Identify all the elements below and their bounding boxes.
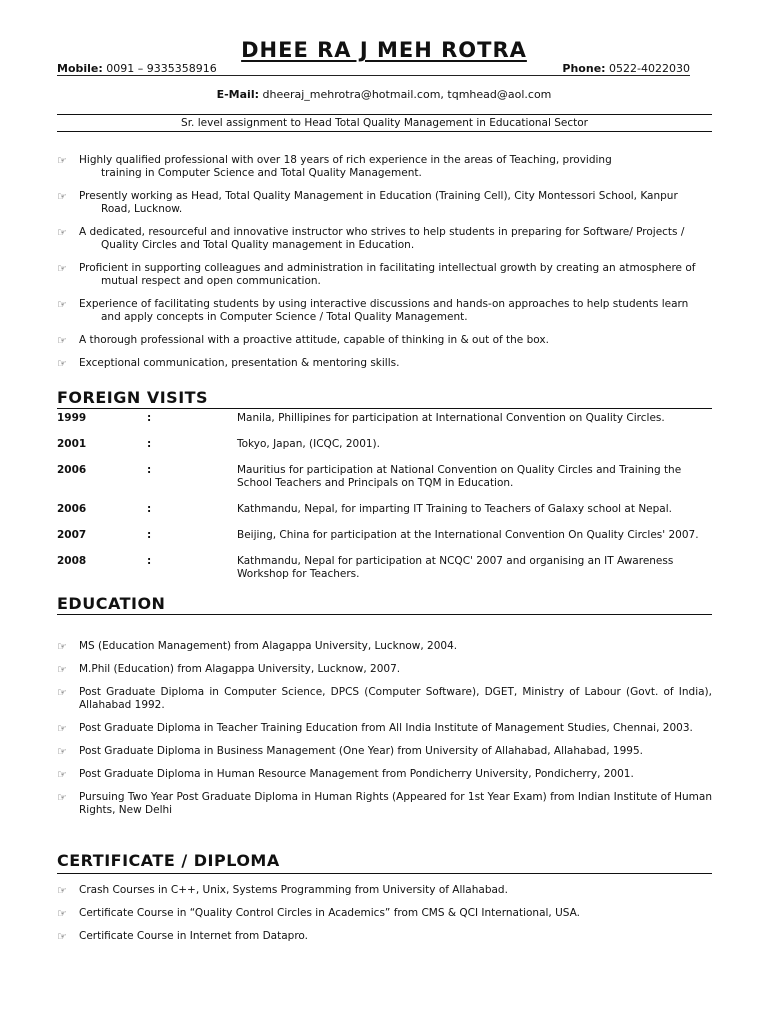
education-item bbox=[57, 686, 712, 712]
visit-year: 1999 bbox=[57, 412, 87, 424]
visit-desc: Kathmandu, Nepal, for imparting IT Training to Teachers of Galaxy school at Nepal. bbox=[237, 503, 672, 515]
foreign-visits-title: FOREIGN VISITS bbox=[57, 388, 209, 407]
certificate-item-text: Crash Courses in C++, Unix, Systems Programming from University of Allahabad. bbox=[79, 884, 508, 896]
phone-value: 0522-4022030 bbox=[609, 62, 690, 75]
visit-row bbox=[57, 555, 717, 581]
pointing-hand-icon: ☞ bbox=[57, 298, 67, 311]
pointing-hand-icon: ☞ bbox=[57, 262, 67, 275]
pointing-hand-icon: ☞ bbox=[57, 768, 67, 781]
pointing-hand-icon: ☞ bbox=[57, 745, 67, 758]
education-item-text: Post Graduate Diploma in Business Management (One Year) from University of Allahabad, Allahabad, 1995. bbox=[79, 745, 643, 757]
visit-row bbox=[57, 529, 717, 542]
education-item-text: M.Phil (Education) from Alagappa University, Lucknow, 2007. bbox=[79, 663, 401, 675]
summary-text-continued: Quality Circles and Total Quality management in Education. bbox=[101, 239, 415, 251]
education-item-text: MS (Education Management) from Alagappa University, Lucknow, 2004. bbox=[79, 640, 458, 652]
summary-item bbox=[57, 226, 712, 252]
summary-list bbox=[57, 154, 712, 380]
summary-text-continued: mutual respect and open communication. bbox=[101, 275, 321, 287]
pointing-hand-icon: ☞ bbox=[57, 357, 67, 370]
visit-desc: Kathmandu, Nepal for participation at NCQC' 2007 and organising an IT Awareness Workshop for Teachers. bbox=[237, 555, 674, 580]
education-item-text: Post Graduate Diploma in Computer Science, DPCS (Computer Software), DGET, Ministry of Labour (Govt. of India), Allahabad 1992. bbox=[79, 686, 712, 711]
summary-text: Presently working as Head, Total Quality Management in Education (Training Cell), City Montessori School, Kanpur bbox=[79, 190, 678, 202]
mobile bbox=[57, 62, 217, 75]
summary-text-continued: and apply concepts in Computer Science / Total Quality Management. bbox=[101, 311, 468, 323]
summary-item bbox=[57, 298, 712, 324]
candidate-name: DHEE RA J MEH ROTRA bbox=[241, 38, 527, 62]
phone bbox=[562, 62, 690, 75]
pointing-hand-icon: ☞ bbox=[57, 226, 67, 239]
pointing-hand-icon: ☞ bbox=[57, 686, 67, 699]
pointing-hand-icon: ☞ bbox=[57, 663, 67, 676]
summary-text: Highly qualified professional with over 18 years of rich experience in the areas of Teaching, providing bbox=[79, 154, 612, 166]
education-item bbox=[57, 745, 712, 758]
education-title: EDUCATION bbox=[57, 594, 166, 613]
education-item bbox=[57, 663, 712, 676]
education-item-text: Post Graduate Diploma in Human Resource Management from Pondicherry University, Pondicherry, 2001. bbox=[79, 768, 634, 780]
certificate-item bbox=[57, 907, 712, 920]
certificates-list bbox=[57, 884, 712, 953]
pointing-hand-icon: ☞ bbox=[57, 640, 67, 653]
pointing-hand-icon: ☞ bbox=[57, 884, 67, 897]
education-list bbox=[57, 640, 712, 827]
pointing-hand-icon: ☞ bbox=[57, 722, 67, 735]
summary-item bbox=[57, 334, 712, 347]
education-rule bbox=[57, 614, 712, 615]
email-row bbox=[0, 88, 768, 101]
summary-text: Proficient in supporting colleagues and administration in facilitating intellectual growth by creating an atmosphere of bbox=[79, 262, 696, 274]
pointing-hand-icon: ☞ bbox=[57, 190, 67, 203]
certificate-item bbox=[57, 930, 712, 943]
visit-colon: : bbox=[147, 555, 152, 567]
visit-year: 2007 bbox=[57, 529, 87, 541]
visit-year: 2001 bbox=[57, 438, 87, 450]
summary-text: A dedicated, resourceful and innovative instructor who strives to help students in preparing for Software/ Projects / bbox=[79, 226, 685, 238]
summary-text: A thorough professional with a proactive attitude, capable of thinking in & out of the box. bbox=[79, 334, 549, 346]
certificates-rule bbox=[57, 873, 712, 874]
pointing-hand-icon: ☞ bbox=[57, 154, 67, 167]
visit-row bbox=[57, 464, 717, 490]
certificate-item bbox=[57, 884, 712, 897]
education-item-text: Post Graduate Diploma in Teacher Training Education from All India Institute of Management Studies, Chennai, 2003. bbox=[79, 722, 693, 734]
summary-text: Experience of facilitating students by using interactive discussions and hands-on approaches to help students learn bbox=[79, 298, 689, 310]
visit-year: 2006 bbox=[57, 464, 87, 476]
summary-text-continued: Road, Lucknow. bbox=[101, 203, 183, 215]
mobile-label: Mobile: bbox=[57, 62, 103, 75]
education-item bbox=[57, 722, 712, 735]
visit-colon: : bbox=[147, 464, 152, 476]
certificate-item-text: Certificate Course in Internet from Datapro. bbox=[79, 930, 308, 942]
visit-desc: Mauritius for participation at National Convention on Quality Circles and Training the School Teachers and Principals on TQM in Education. bbox=[237, 464, 682, 489]
email-value: dheeraj_mehrotra@hotmail.com, tqmhead@aol.com bbox=[262, 88, 552, 101]
visit-desc: Tokyo, Japan, (ICQC, 2001). bbox=[237, 438, 380, 450]
pointing-hand-icon: ☞ bbox=[57, 791, 67, 804]
visit-colon: : bbox=[147, 503, 152, 515]
summary-item bbox=[57, 262, 712, 288]
visit-year: 2008 bbox=[57, 555, 87, 567]
visit-desc: Manila, Phillipines for participation at International Convention on Quality Circles. bbox=[237, 412, 665, 424]
foreign-visits-rule bbox=[57, 408, 712, 409]
education-item bbox=[57, 791, 712, 817]
education-item bbox=[57, 768, 712, 781]
email-label: E-Mail: bbox=[216, 88, 259, 101]
visit-colon: : bbox=[147, 412, 152, 424]
visit-colon: : bbox=[147, 529, 152, 541]
summary-item bbox=[57, 154, 712, 180]
summary-item bbox=[57, 357, 712, 370]
visit-row bbox=[57, 503, 717, 516]
pointing-hand-icon: ☞ bbox=[57, 930, 67, 943]
contact-divider bbox=[57, 75, 690, 76]
phone-label: Phone: bbox=[562, 62, 606, 75]
summary-item bbox=[57, 190, 712, 216]
objective: Sr. level assignment to Head Total Quality Management in Educational Sector bbox=[181, 117, 588, 129]
certificates-title: CERTIFICATE / DIPLOMA bbox=[57, 851, 280, 870]
visit-colon: : bbox=[147, 438, 152, 450]
visit-year: 2006 bbox=[57, 503, 87, 515]
education-item bbox=[57, 640, 712, 653]
certificate-item-text: Certificate Course in “Quality Control Circles in Academics” from CMS & QCI International, USA. bbox=[79, 907, 580, 919]
objective-rule-top bbox=[57, 114, 712, 115]
pointing-hand-icon: ☞ bbox=[57, 334, 67, 347]
summary-text: Exceptional communication, presentation & mentoring skills. bbox=[79, 357, 400, 369]
visit-row bbox=[57, 438, 717, 451]
education-item-text: Pursuing Two Year Post Graduate Diploma in Human Rights (Appeared for 1st Year Exam) from Indian Institute of Human Rights, New Delhi bbox=[79, 791, 712, 816]
foreign-visits-table bbox=[57, 412, 717, 594]
summary-text-continued: training in Computer Science and Total Quality Management. bbox=[101, 167, 422, 179]
visit-row bbox=[57, 412, 717, 425]
pointing-hand-icon: ☞ bbox=[57, 907, 67, 920]
mobile-value: 0091 – 9335358916 bbox=[106, 62, 217, 75]
contact-row bbox=[57, 62, 690, 75]
objective-rule-bottom bbox=[57, 131, 712, 132]
visit-desc: Beijing, China for participation at the International Convention On Quality Circles' 2007. bbox=[237, 529, 699, 541]
